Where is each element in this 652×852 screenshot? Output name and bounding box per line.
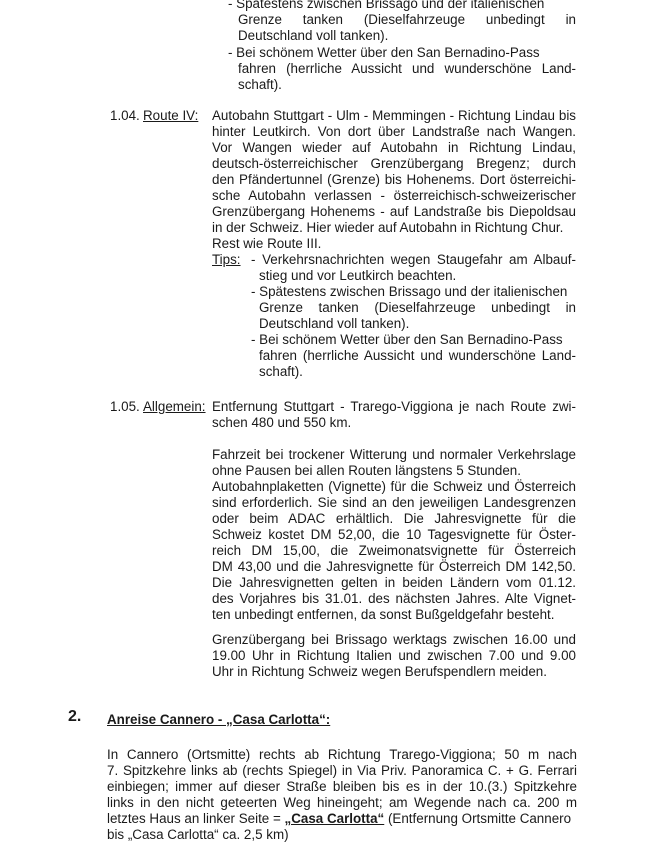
body-line: reich DM 15,00, die Zweimonatsvignette für Österreich — [212, 543, 576, 558]
body-line: Grenzübergang Hohenems - auf Landstraße bis Diepoldsau — [212, 204, 576, 219]
body-line: Rest wie Route III. — [212, 236, 322, 251]
section-number: 2. — [68, 708, 82, 725]
body-text: (Entfernung Ortsmitte Cannero — [384, 811, 572, 826]
body-line: In Cannero (Ortsmitte) rechts ab Richtung Trarego-Viggiona; 50 m nach — [107, 747, 577, 762]
tip-text: Grenze tanken (Dieselfahrzeuge unbedingt in — [259, 300, 576, 315]
body-line: sche Autobahn verlassen - österreichisch-schweizerischer — [212, 188, 576, 203]
tip-text: fahren (herrliche Aussicht und wunderschöne Land- — [259, 348, 576, 363]
body-line: Die Jahresvignetten gelten in beiden Ländern vom 01.12. — [212, 575, 576, 590]
tip-text: stieg und vor Leutkirch beachten. — [259, 268, 457, 283]
tip-text: Grenze tanken (Dieselfahrzeuge unbedingt in — [238, 12, 576, 27]
body-line: Fahrzeit bei trockener Witterung und normaler Verkehrslage — [212, 447, 576, 462]
body-line: hinter Leutkirch. Von dort über Landstraße nach Wangen. — [212, 124, 576, 139]
body-line — [107, 811, 577, 827]
body-line: deutsch-österreichischer Grenzübergang Bregenz; durch — [212, 156, 576, 171]
section-heading: Anreise Cannero - „Casa Carlotta“: — [107, 712, 331, 727]
tip-text: - Spätestens zwischen Brissago und der italienischen — [251, 284, 568, 299]
tip-text: schaft). — [259, 364, 303, 379]
body-text: letztes Haus an linker Seite = — [107, 811, 285, 826]
body-line: sind erforderlich. Sie sind an den jeweiligen Landesgrenzen — [212, 495, 576, 510]
tip-text: fahren (herrliche Aussicht und wunderschöne Land- — [238, 61, 576, 76]
section-label: Allgemein: — [143, 399, 206, 414]
body-line: ohne Pausen bei allen Routen längstens 5 Stunden. — [212, 463, 521, 478]
tip-text: - Bei schönem Wetter über den San Bernadino-Pass — [228, 45, 540, 60]
body-line: Schweiz kostet DM 52,00, die 10 Tagesvignette für Öster- — [212, 527, 576, 542]
body-line: links in den nicht geteerten Weg hineingeht; am Wegende nach ca. 200 m — [107, 795, 577, 810]
body-line: DM 43,00 und die Jahresvignette für Österreich DM 142,50. — [212, 559, 576, 574]
body-line: bis „Casa Carlotta“ ca. 2,5 km) — [107, 827, 289, 842]
body-line: 19.00 Uhr in Richtung Italien und zwischen 7.00 und 9.00 — [212, 648, 576, 663]
body-line: den Pfändertunnel (Grenze) bis Hohenems. Dort österreichi- — [212, 172, 576, 187]
body-line: des Vorjahres bis 31.01. des nächsten Jahres. Alte Vignet- — [212, 591, 576, 606]
tip-text: schaft). — [238, 77, 282, 92]
casa-carlotta-name: „Casa Carlotta“ — [284, 811, 385, 826]
body-line: oder beim ADAC erhältlich. Die Jahresvignette für die — [212, 511, 576, 526]
body-line: Autobahnplaketten (Vignette) für die Schweiz und Österreich — [212, 479, 576, 494]
section-number: 1.05. — [110, 399, 140, 414]
body-line: Grenzübergang bei Brissago werktags zwischen 16.00 und — [212, 632, 576, 647]
tip-text: Deutschland voll tanken). — [238, 28, 389, 43]
body-line: Vor Wangen wieder auf Autobahn in Richtung Lindau, — [212, 140, 576, 155]
tip-text: Deutschland voll tanken). — [259, 316, 410, 331]
tip-text: - Verkehrsnachrichten wegen Staugefahr am Albauf- — [251, 252, 576, 267]
tip-text: - Bei schönem Wetter über den San Bernadino-Pass — [251, 332, 563, 347]
body-line: Entfernung Stuttgart - Trarego-Viggiona je nach Route zwi- — [212, 399, 576, 414]
tip-text: - Spätestens zwischen Brissago und der italienischen — [228, 0, 545, 11]
section-number: 1.04. — [110, 108, 140, 123]
body-line: 7. Spitzkehre links ab (rechts Spiegel) in Via Priv. Panoramica C. + G. Ferrari — [107, 763, 577, 778]
body-line: schen 480 und 550 km. — [212, 415, 352, 430]
body-line: Uhr in Richtung Schweiz wegen Berufspendlern meiden. — [212, 664, 547, 679]
body-line: ten unbedingt entfernen, da sonst Bußgeldgefahr besteht. — [212, 607, 555, 622]
tips-label: Tips: — [212, 252, 241, 267]
body-line: Autobahn Stuttgart - Ulm - Memmingen - Richtung Lindau bis — [212, 108, 576, 123]
body-line: in der Schweiz. Hier wieder auf Autobahn in Richtung Chur. — [212, 220, 564, 235]
section-label: Route IV: — [143, 108, 199, 123]
body-line: einbiegen; immer auf dieser Straße bleiben bis es in der 10.(3.) Spitzkehre — [107, 779, 577, 794]
